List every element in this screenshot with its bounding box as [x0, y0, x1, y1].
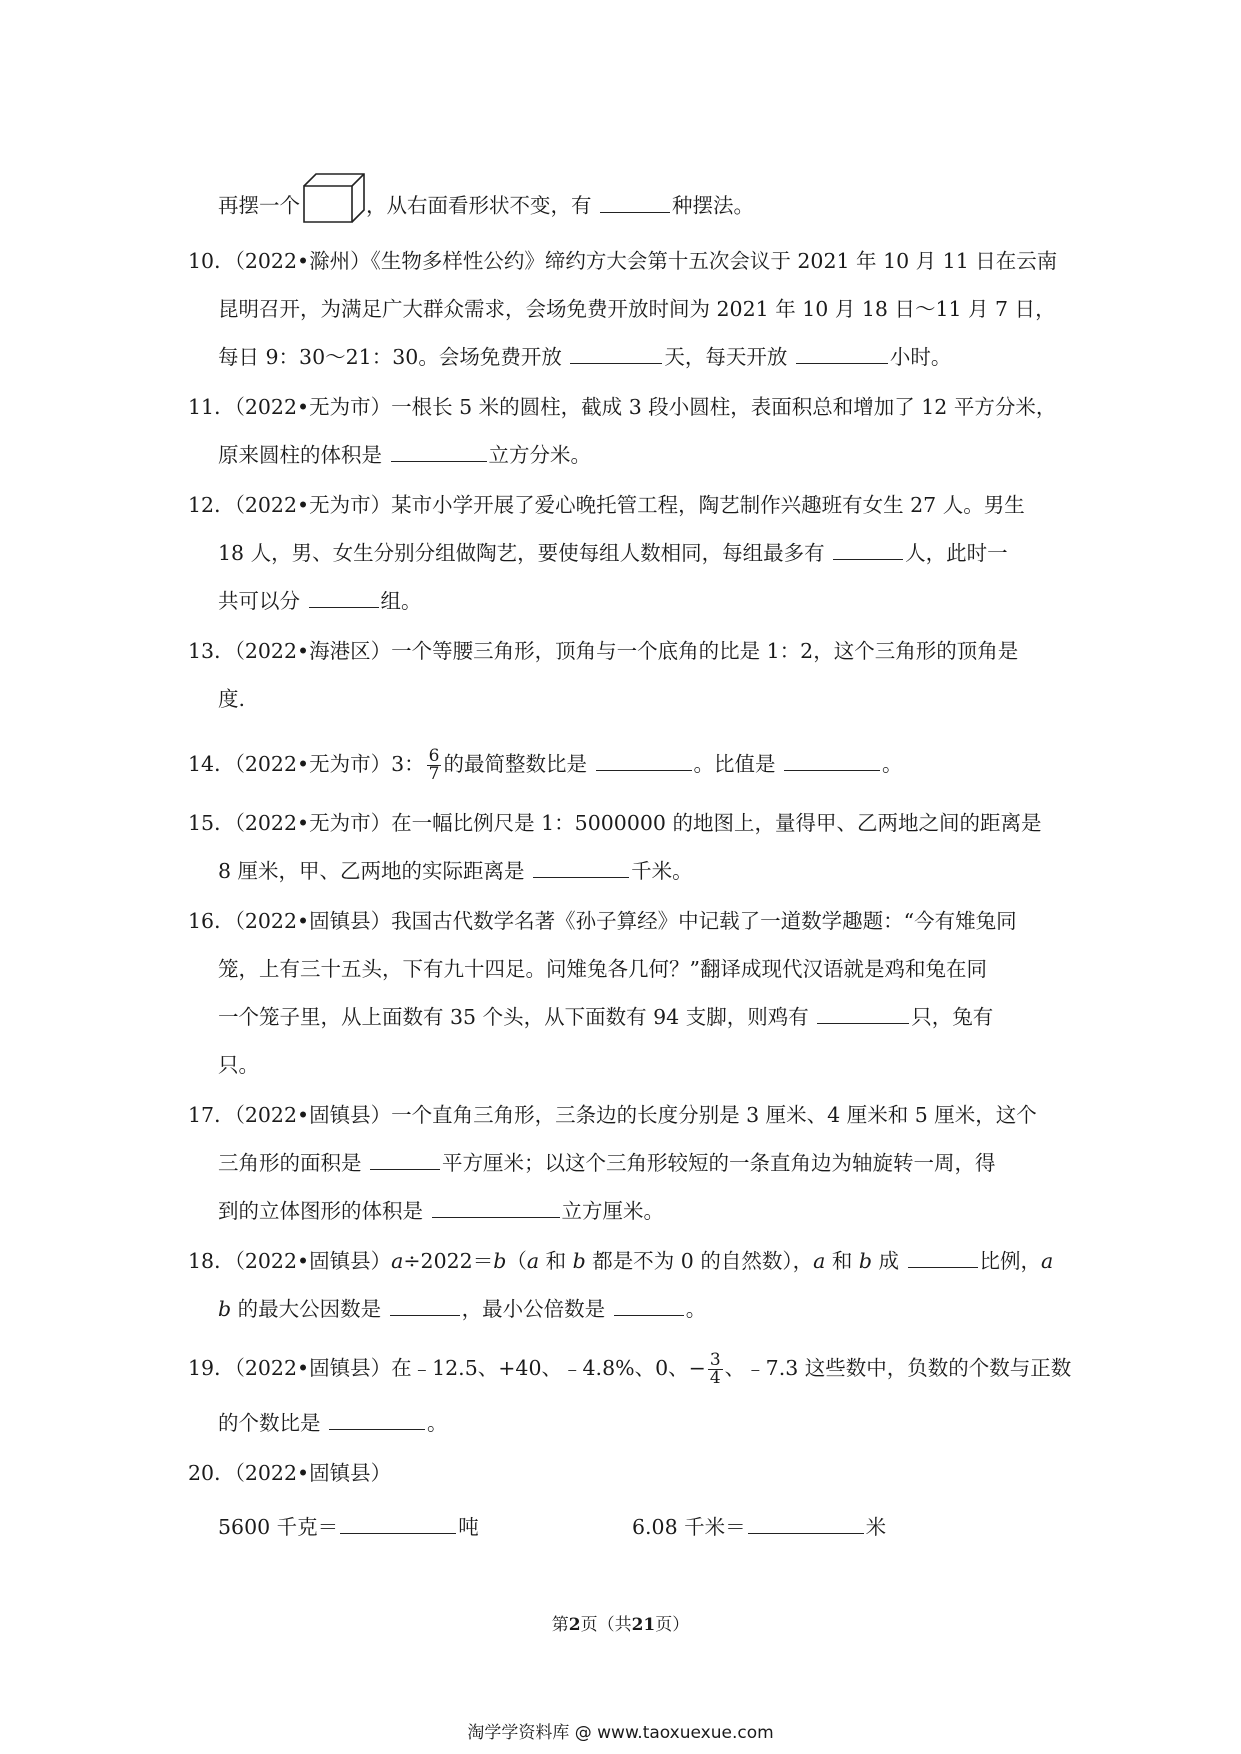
- answer-blank[interactable]: [432, 1197, 560, 1218]
- answer-blank[interactable]: [817, 1003, 909, 1024]
- q15-line1: 15．（2022•无为市）在一幅比例尺是 1：5000000 的地图上，量得甲、乙两地之间的距离是: [188, 811, 1042, 835]
- answer-blank[interactable]: [390, 1295, 460, 1316]
- answer-blank[interactable]: [329, 1409, 425, 1430]
- answer-blank[interactable]: [600, 192, 670, 213]
- q16-line4: 只。: [218, 1053, 259, 1077]
- answer-blank[interactable]: [796, 343, 888, 364]
- q16-line2: 笼，上有三十五头，下有九十四足。问雉兔各几何？”翻译成现代汉语就是鸡和兔在同: [218, 957, 987, 981]
- q20-line1: 20．（2022•固镇县）: [188, 1461, 392, 1485]
- q15-line2: 8 厘米，甲、乙两地的实际距离是 千米。: [218, 859, 693, 883]
- answer-blank[interactable]: [908, 1247, 978, 1268]
- answer-blank[interactable]: [784, 750, 880, 771]
- q20-conversion-2: 6.08 千米＝ 米: [632, 1515, 887, 1539]
- q17-line3: 到的立体图形的体积是 立方厘米。: [218, 1199, 665, 1223]
- answer-blank[interactable]: [614, 1295, 684, 1316]
- fraction-3-4: $\frac{3}{4}$: [709, 1350, 721, 1388]
- answer-blank[interactable]: [570, 343, 662, 364]
- q12-line3: 共可以分 组。: [218, 589, 422, 613]
- q18-line1: 18．（2022•固镇县）a÷2022＝b（a 和 b 都是不为 0 的自然数），a 和 b 成 比例，a: [188, 1249, 1054, 1273]
- q18-line2: b 的最大公因数是 ，最小公倍数是 。: [218, 1297, 707, 1321]
- q9-text-post: 种摆法。: [672, 193, 755, 218]
- q10-line1: 10．（2022•滁州）《生物多样性公约》缔约方大会第十五次会议于 2021 年 10 月 11 日在云南: [188, 249, 1058, 273]
- q10-line3: 每日 9：30～21：30。会场免费开放 天，每天开放 小时。: [218, 345, 952, 369]
- cube-figure: [300, 170, 366, 224]
- answer-blank[interactable]: [391, 441, 487, 462]
- q11-line2: 原来圆柱的体积是 立方分米。: [218, 443, 592, 467]
- answer-blank[interactable]: [533, 857, 629, 878]
- answer-blank[interactable]: [748, 1513, 864, 1534]
- q16-line3: 一个笼子里，从上面数有 35 个头，从下面数有 94 支脚，则鸡有 只，兔有: [218, 1005, 994, 1029]
- answer-blank[interactable]: [340, 1513, 456, 1534]
- q9-text-mid: ，从右面看形状不变，有: [366, 193, 599, 218]
- q17-line1: 17．（2022•固镇县）一个直角三角形，三条边的长度分别是 3 厘米、4 厘米和 5 厘米，这个: [188, 1103, 1037, 1127]
- answer-blank[interactable]: [596, 750, 692, 771]
- q13-line1: 13．（2022•海港区）一个等腰三角形，顶角与一个底角的比是 1：2，这个三角形的顶角是: [188, 639, 1019, 663]
- q11-line1: 11．（2022•无为市）一根长 5 米的圆柱，截成 3 段小圆柱，表面积总和增加了 12 平方分米，: [188, 395, 1057, 419]
- q9-line: [218, 180, 754, 234]
- q16-line1: 16．（2022•固镇县）我国古代数学名著《孙子算经》中记载了一道数学趣题：“今有雉兔同: [188, 909, 1017, 933]
- q12-line2: 18 人，男、女生分别分组做陶艺，要使每组人数相同，每组最多有 人，此时一: [218, 541, 1008, 565]
- q20-conversion-1: 5600 千克＝ 吨: [218, 1515, 479, 1539]
- q12-line1: 12．（2022•无为市）某市小学开展了爱心晚托管工程，陶艺制作兴趣班有女生 27 人。男生: [188, 493, 1025, 517]
- q9-text-pre: 再摆一个: [218, 193, 300, 218]
- answer-blank[interactable]: [833, 539, 903, 560]
- q19-line2: 的个数比是 。: [218, 1411, 448, 1435]
- page-footer: 第2页（共21页）: [551, 1615, 690, 1635]
- answer-blank[interactable]: [370, 1149, 440, 1170]
- q19-line1: 19．（2022•固镇县）在﹣12.5、+40、﹣4.8%、0、− $\frac{3}{4}$ 、﹣7.3 这些数中，负数的个数与正数: [188, 1350, 1072, 1388]
- fraction-6-7: $\frac{6}{7}$: [428, 746, 440, 784]
- q13-line2: 度.: [218, 687, 246, 711]
- answer-blank[interactable]: [309, 587, 379, 608]
- q10-line2: 昆明召开，为满足广大群众需求，会场免费开放时间为 2021 年 10 月 18 日～11 月 7 日，: [218, 297, 1056, 321]
- q14-line: 14．（2022•无为市）3： $\frac{6}{7}$ 的最简整数比是 。比值是 。: [188, 746, 903, 784]
- watermark: 淘学学资料库 @ www.taoxuexue.com: [467, 1723, 774, 1743]
- q17-line2: 三角形的面积是 平方厘米；以这个三角形较短的一条直角边为轴旋转一周，得: [218, 1151, 996, 1175]
